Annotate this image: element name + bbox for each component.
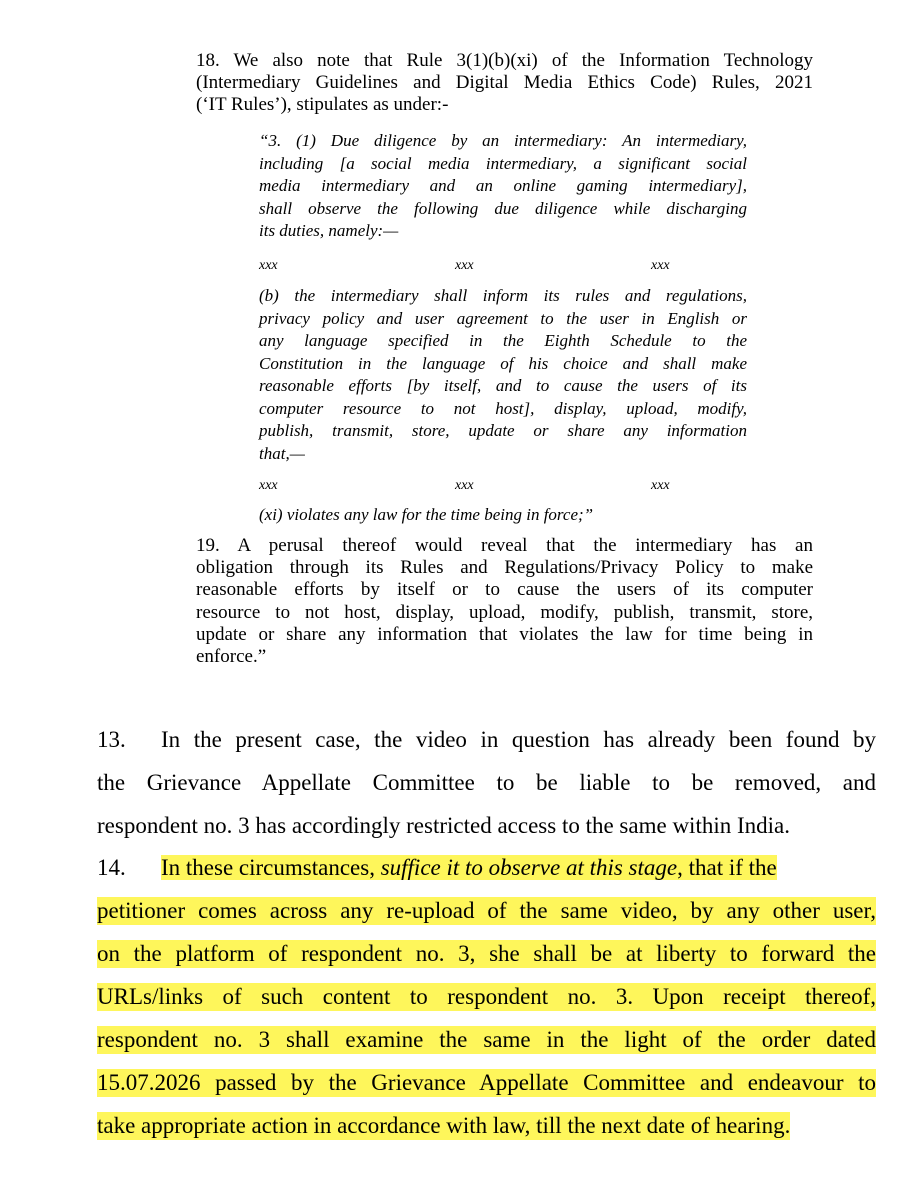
paragraph-14-line-5 (97, 1026, 876, 1054)
text-run: In these circumstances, (161, 855, 381, 880)
text-line: resource to not host, display, upload, modify, publish, transmit, store, (196, 601, 813, 623)
highlighted-text: take appropriate action in accordance with law, till the next date of hearing. (97, 1113, 791, 1138)
highlighted-text: URLs/links of such content to respondent no. 3. Upon receipt thereof, (97, 984, 876, 1009)
rule-xi (259, 504, 747, 527)
paragraph-14-line-4 (97, 983, 876, 1011)
text-line: (Intermediary Guidelines and Digital Media Ethics Code) Rules, 2021 (196, 72, 813, 94)
text-line: including [a social media intermediary, a significant social (259, 153, 747, 173)
text-line: reasonable efforts [by itself, and to cause the users of its (259, 376, 747, 395)
paragraph-13-line-3 (97, 812, 876, 840)
text-line: its duties, namely:— (259, 221, 399, 240)
paragraph-14-line-6 (97, 1069, 876, 1097)
text-run: In the present case, the video in question has already been found by (161, 727, 876, 752)
ellipsis-marker: xxx (651, 258, 670, 273)
paragraph-14-line-3 (97, 940, 876, 968)
paragraph-13 (97, 726, 876, 754)
text-line: 19. A perusal thereof would reveal that the intermediary has an (196, 535, 813, 556)
ellipsis-row (259, 478, 679, 496)
text-run: , that if the (677, 855, 777, 880)
text-line: 18. We also note that Rule 3(1)(b)(xi) of the Information Technology (196, 50, 813, 71)
paragraph-14-line-7 (97, 1112, 876, 1140)
paragraph-number: 14. (97, 855, 126, 880)
ellipsis-marker: xxx (455, 258, 474, 273)
highlighted-text: on the platform of respondent no. 3, she shall be at liberty to forward the (97, 941, 876, 966)
italic-phrase: suffice it to observe at this stage (380, 855, 678, 880)
text-line: (xi) violates any law for the time being in force;” (259, 505, 594, 524)
quote-paragraph-19 (196, 535, 813, 668)
quote-paragraph-18 (196, 50, 813, 117)
text-line: “3. (1) Due diligence by an intermediary: An intermediary, (259, 131, 747, 150)
text-line: that,— (259, 443, 305, 463)
text-line: shall observe the following due diligence while discharging (259, 198, 747, 218)
text-line: obligation through its Rules and Regulations/Privacy Policy to make (196, 557, 813, 579)
rule-3-1-intro (259, 130, 747, 243)
text-line: privacy policy and user agreement to the user in English or (259, 308, 747, 328)
paragraph-13-line-2 (97, 769, 876, 797)
paragraph-14-line-2 (97, 897, 876, 925)
highlighted-text (161, 855, 777, 880)
text-line: Constitution in the language of his choice and shall make (259, 353, 747, 373)
text-line: respondent no. 3 has accordingly restricted access to the same within India. (97, 813, 790, 838)
ellipsis-marker: xxx (651, 478, 670, 493)
text-line: publish, transmit, store, update or share any information (259, 421, 747, 440)
text-line: reasonable efforts by itself or to cause the users of its computer (196, 579, 813, 601)
text-line: (b) the intermediary shall inform its rules and regulations, (259, 286, 747, 305)
rule-b (259, 285, 747, 465)
highlighted-text: 15.07.2026 passed by the Grievance Appellate Committee and endeavour to (97, 1070, 876, 1095)
ellipsis-row (259, 258, 679, 276)
highlighted-text: respondent no. 3 shall examine the same in the light of the order dated (97, 1027, 876, 1052)
paragraph-14 (97, 854, 876, 882)
text-line: update or share any information that violates the law for time being in (196, 623, 813, 645)
text-line (97, 854, 876, 882)
text-line (97, 726, 876, 754)
ellipsis-marker: xxx (259, 258, 278, 273)
highlighted-text: petitioner comes across any re-upload of the same video, by any other user, (97, 898, 876, 923)
ellipsis-marker: xxx (455, 478, 474, 493)
paragraph-number: 13. (97, 727, 126, 752)
text-line: computer resource to not host], display, upload, modify, (259, 398, 747, 418)
text-line: enforce.” (196, 646, 267, 668)
ellipsis-marker: xxx (259, 478, 278, 493)
text-line: media intermediary and an online gaming intermediary], (259, 176, 747, 195)
text-line: the Grievance Appellate Committee to be liable to be removed, and (97, 770, 876, 795)
text-line: (‘IT Rules’), stipulates as under:- (196, 94, 449, 116)
text-line: any language specified in the Eighth Schedule to the (259, 331, 747, 350)
